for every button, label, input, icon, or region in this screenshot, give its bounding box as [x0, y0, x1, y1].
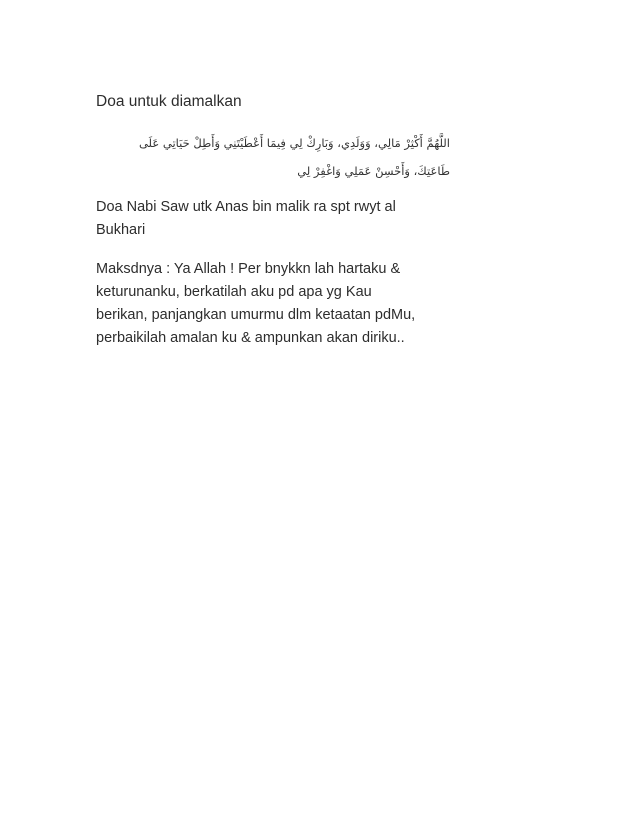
meaning-line-3: berikan, panjangkan umurmu dlm ketaatan pdMu,: [96, 307, 416, 323]
meaning-paragraph: [96, 258, 466, 350]
source-line-1: Doa Nabi Saw utk Anas bin malik ra spt rwyt al: [96, 199, 396, 215]
document-title: Doa untuk diamalkan: [96, 93, 242, 110]
arabic-prayer: [96, 129, 450, 185]
meaning-line-2: keturunanku, berkatilah aku pd apa yg Kau: [96, 284, 372, 300]
source-line-2: Bukhari: [96, 222, 146, 238]
arabic-line-2: طَاعَتِكَ، وَأَحْسِنْ عَمَلِي وَاغْفِرْ لِي: [297, 164, 450, 178]
meaning-line-1: Maksdnya : Ya Allah ! Per bnykkn lah hartaku &: [96, 261, 401, 277]
meaning-line-4: perbaikilah amalan ku & ampunkan akan diriku..: [96, 330, 405, 346]
source-paragraph: [96, 196, 466, 242]
arabic-line-1: اللَّهُمَّ أَكْثِرْ مَالِي، وَوَلَدِي، وَبَارِكْ لِي فِيمَا أَعْطَيْتَنِي وَأَطِلْ حَيَاتِي عَلَى: [138, 136, 450, 150]
